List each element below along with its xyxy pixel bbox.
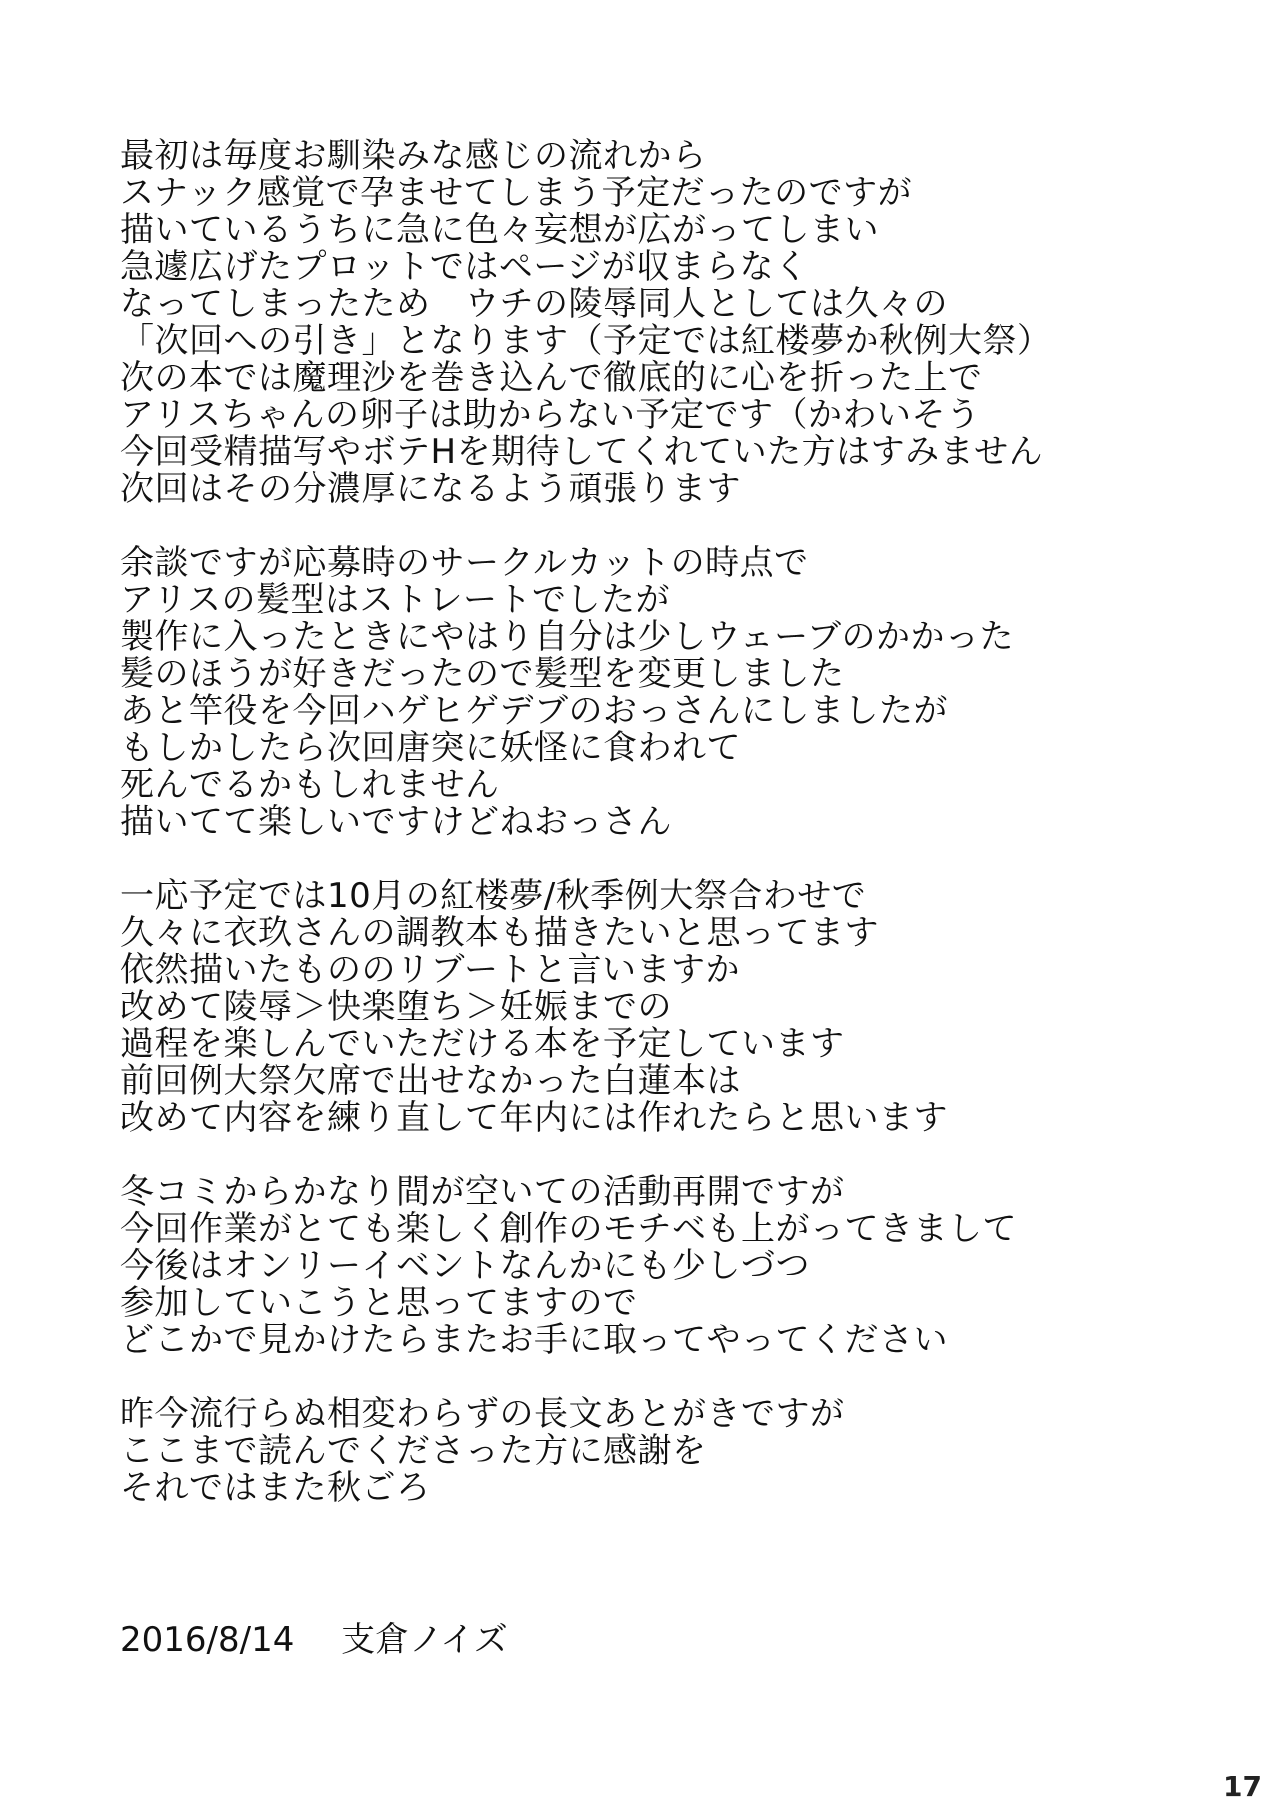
text-line: 描いているうちに急に色々妄想が広がってしまい xyxy=(120,210,879,250)
page-number: 17 xyxy=(1223,1770,1262,1803)
text-line: 製作に入ったときにやはり自分は少しウェーブのかかった xyxy=(120,617,1014,657)
text-line: アリスの髪型はストレートでしたが xyxy=(120,580,670,620)
text-line: 冬コミからかなり間が空いての活動再開ですが xyxy=(120,1172,845,1212)
text-line: 次の本では魔理沙を巻き込んで徹底的に心を折った上で xyxy=(120,358,983,398)
text-line: あと竿役を今回ハゲヒゲデブのおっさんにしましたが xyxy=(120,691,948,731)
afterword-text xyxy=(120,138,1160,1544)
text-line: 一応予定では10月の紅楼夢/秋季例大祭合わせで xyxy=(120,876,867,916)
paragraph-4 xyxy=(120,1174,1160,1359)
text-line: 参加していこうと思ってますので xyxy=(120,1283,638,1323)
text-line: 過程を楽しんでいただける本を予定しています xyxy=(120,1024,845,1064)
text-line: どこかで見かけたらまたお手に取ってやってください xyxy=(120,1320,948,1360)
signature xyxy=(120,1620,508,1660)
text-line: アリスちゃんの卵子は助からない予定です（かわいそう xyxy=(120,395,981,435)
text-line: 「次回への引き」となります（予定では紅楼夢か秋例大祭） xyxy=(120,321,1052,361)
text-line: 依然描いたもののリブートと言いますか xyxy=(120,950,740,990)
text-line: もしかしたら次回唐突に妖怪に食われて xyxy=(120,728,741,768)
text-line: 前回例大祭欠席で出せなかった白蓮本は xyxy=(120,1061,741,1101)
paragraph-2 xyxy=(120,545,1160,841)
paragraph-3 xyxy=(120,878,1160,1137)
text-line: スナック感覚で孕ませてしまう予定だったのですが xyxy=(120,173,913,213)
text-line: なってしまったため ウチの陵辱同人としては久々の xyxy=(120,284,948,324)
signature-author: 支倉ノイズ xyxy=(341,1620,508,1660)
text-line: 昨今流行らぬ相変わらずの長文あとがきですが xyxy=(120,1394,845,1434)
text-line: それではまた秋ごろ xyxy=(120,1468,431,1508)
text-line: 今回作業がとても楽しく創作のモチベも上がってきまして xyxy=(120,1209,1017,1249)
text-line: 描いてて楽しいですけどねおっさん xyxy=(120,802,672,842)
text-line: 今回受精描写やボテHを期待してくれていた方はすみません xyxy=(120,432,1044,472)
text-line: 最初は毎度お馴染みな感じの流れから xyxy=(120,136,707,176)
paragraph-1 xyxy=(120,138,1160,508)
text-line: 久々に衣玖さんの調教本も描きたいと思ってます xyxy=(120,913,879,953)
signature-date: 2016/8/14 xyxy=(120,1620,295,1660)
text-line: 改めて内容を練り直して年内には作れたらと思います xyxy=(120,1098,948,1138)
paragraph-5 xyxy=(120,1396,1160,1507)
text-line: ここまで読んでくださった方に感謝を xyxy=(120,1431,707,1471)
text-line: 次回はその分濃厚になるよう頑張ります xyxy=(120,469,741,509)
text-line: 死んでるかもしれません xyxy=(120,765,500,805)
text-line: 急遽広げたプロットではページが収まらなく xyxy=(120,247,809,287)
text-line: 余談ですが応募時のサークルカットの時点で xyxy=(120,543,809,583)
text-line: 改めて陵辱＞快楽堕ち＞妊娠までの xyxy=(120,987,672,1027)
text-line: 髪のほうが好きだったので髪型を変更しました xyxy=(120,654,845,694)
text-line: 今後はオンリーイベントなんかにも少しづつ xyxy=(120,1246,810,1286)
